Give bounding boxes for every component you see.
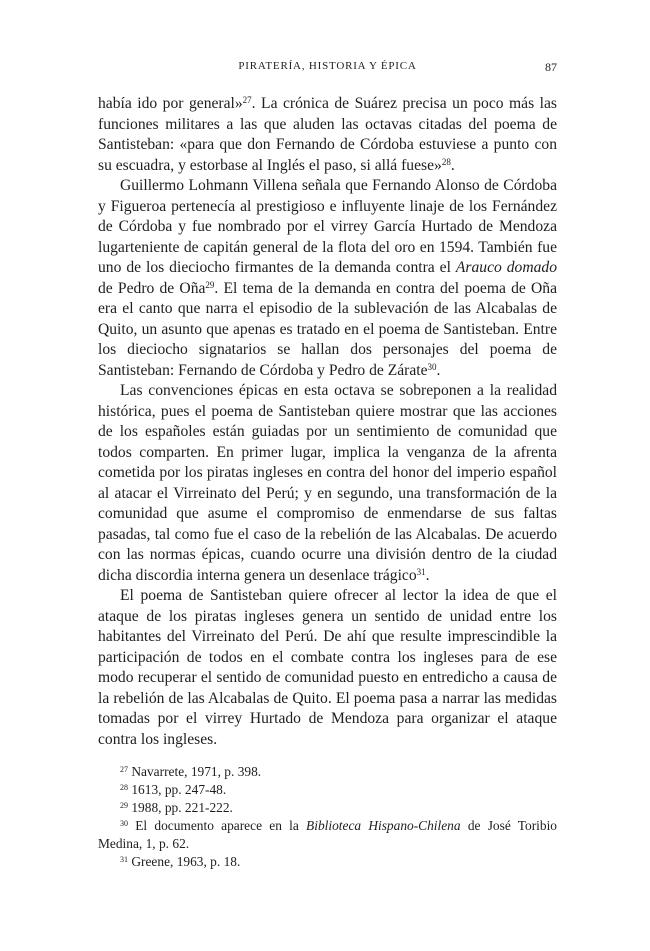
footnote-ref-28: 28 [441,156,451,167]
footnote-text: Navarrete, 1971, p. 398. [131,764,262,779]
footnote-text: de José Toribio Medina, 1, p. 62. [98,818,557,851]
paragraph-1 [98,94,557,176]
text-run: El poema de Santisteban quiere ofrecer al lector la idea de que el ataque de los piratas ingleses genera un sentido de unidad entre los habitantes del Virreinato del Perú. De ahí que resulte imprescindible la participación de todos en el combate contra los ingleses para de ese modo recuperar el sentido de comunidad puesto en entredicho a causa de la rebelión de las Alcabalas de Quito. El poema pasa a narrar las medidas tomadas por el virrey Hurtado de Mendoza para organizar el ataque contra los ingleses. [98,587,557,748]
footnote-31 [98,853,557,871]
text-run: . [436,361,441,379]
footnote-book-title-italic: Biblioteca Hispano-Chilena [306,818,461,833]
footnote-28 [98,781,557,799]
footnote-ref-31: 31 [416,566,426,577]
footnote-ref-29: 29 [205,279,215,290]
paragraph-4 [98,586,557,750]
text-run: Guillermo Lohmann Villena señala que Fernando Alonso de Córdoba y Figueroa pertenecía al prestigioso e influyente linaje de los Fernández de Córdoba y fue nombrado por el virrey García Hurtado de Mendoza lugarteniente de capitán general de la flota del oro en 1594. También fue uno de los dieciocho firmantes de la demanda contra el [98,177,557,276]
running-head [98,60,557,76]
footnote-number: 29 [120,801,128,810]
footnote-ref-27: 27 [242,95,252,105]
footnote-number: 27 [120,765,128,774]
footnote-text: El documento aparece en la [135,818,307,833]
footnote-text: Greene, 1963, p. 18. [131,854,241,869]
text-run: Las convenciones épicas en esta octava se sobreponen a la realidad histórica, pues el poema de Santisteban quiere mostrar que las acciones de los españoles están guiadas por un sentimiento de comunidad que todos comparten. En primer lugar, implica la venganza de la afrenta cometida por los piratas ingleses en contra del honor del imperio español al atacar el Virreinato del Perú; y en segundo, una transformación de la comunidad que asume el compromiso de enmendarse de sus faltas pasadas, tal como fue el caso de la rebelión de las Alcabalas. De acuerdo con las normas épicas, cuando ocurre una división dentro de la ciudad dicha discordia interna genera un desenlace trágico [98,382,557,584]
paragraph-2 [98,176,557,381]
page-number: 87 [545,60,557,74]
footnote-number: 31 [120,855,128,864]
text-run: . [425,566,430,584]
footnote-number: 30 [120,819,128,828]
book-title-italic: Arauco domado [455,259,558,276]
footnote-ref-30: 30 [427,361,437,372]
footnote-text: 1613, pp. 247-48. [131,782,227,797]
footnote-30 [98,817,557,853]
footnote-number: 28 [120,783,128,792]
text-run: . [450,156,455,174]
body-text [98,94,557,750]
text-run: había ido por general» [98,95,243,112]
footnotes [98,763,557,871]
running-title: PIRATERÍA, HISTORIA Y ÉPICA [238,60,417,72]
footnote-text: 1988, pp. 221-222. [131,800,233,815]
text-run: . La crónica de Suárez precisa un poco más las funciones militares a las que aluden las octavas citadas del poema de Santisteban: «para que don Fernando de Córdoba estuviese a punto con su escuadra, y estorbase al Inglés el paso, si allá fuese» [98,95,557,174]
footnote-29 [98,799,557,817]
footnote-27 [98,763,557,781]
paragraph-3 [98,381,557,586]
text-run: de Pedro de Oña [98,279,206,297]
text-run: . El tema de la demanda en contra del poema de Oña era el canto que narra el episodio de la sublevación de las Alcabalas de Quito, un asunto que apenas es tratado en el poema de Santisteban. Entre los dieciocho signatarios se hallan dos personajes del poema de Santisteban: Fernando de Córdoba y Pedro de Zárate [98,279,557,379]
